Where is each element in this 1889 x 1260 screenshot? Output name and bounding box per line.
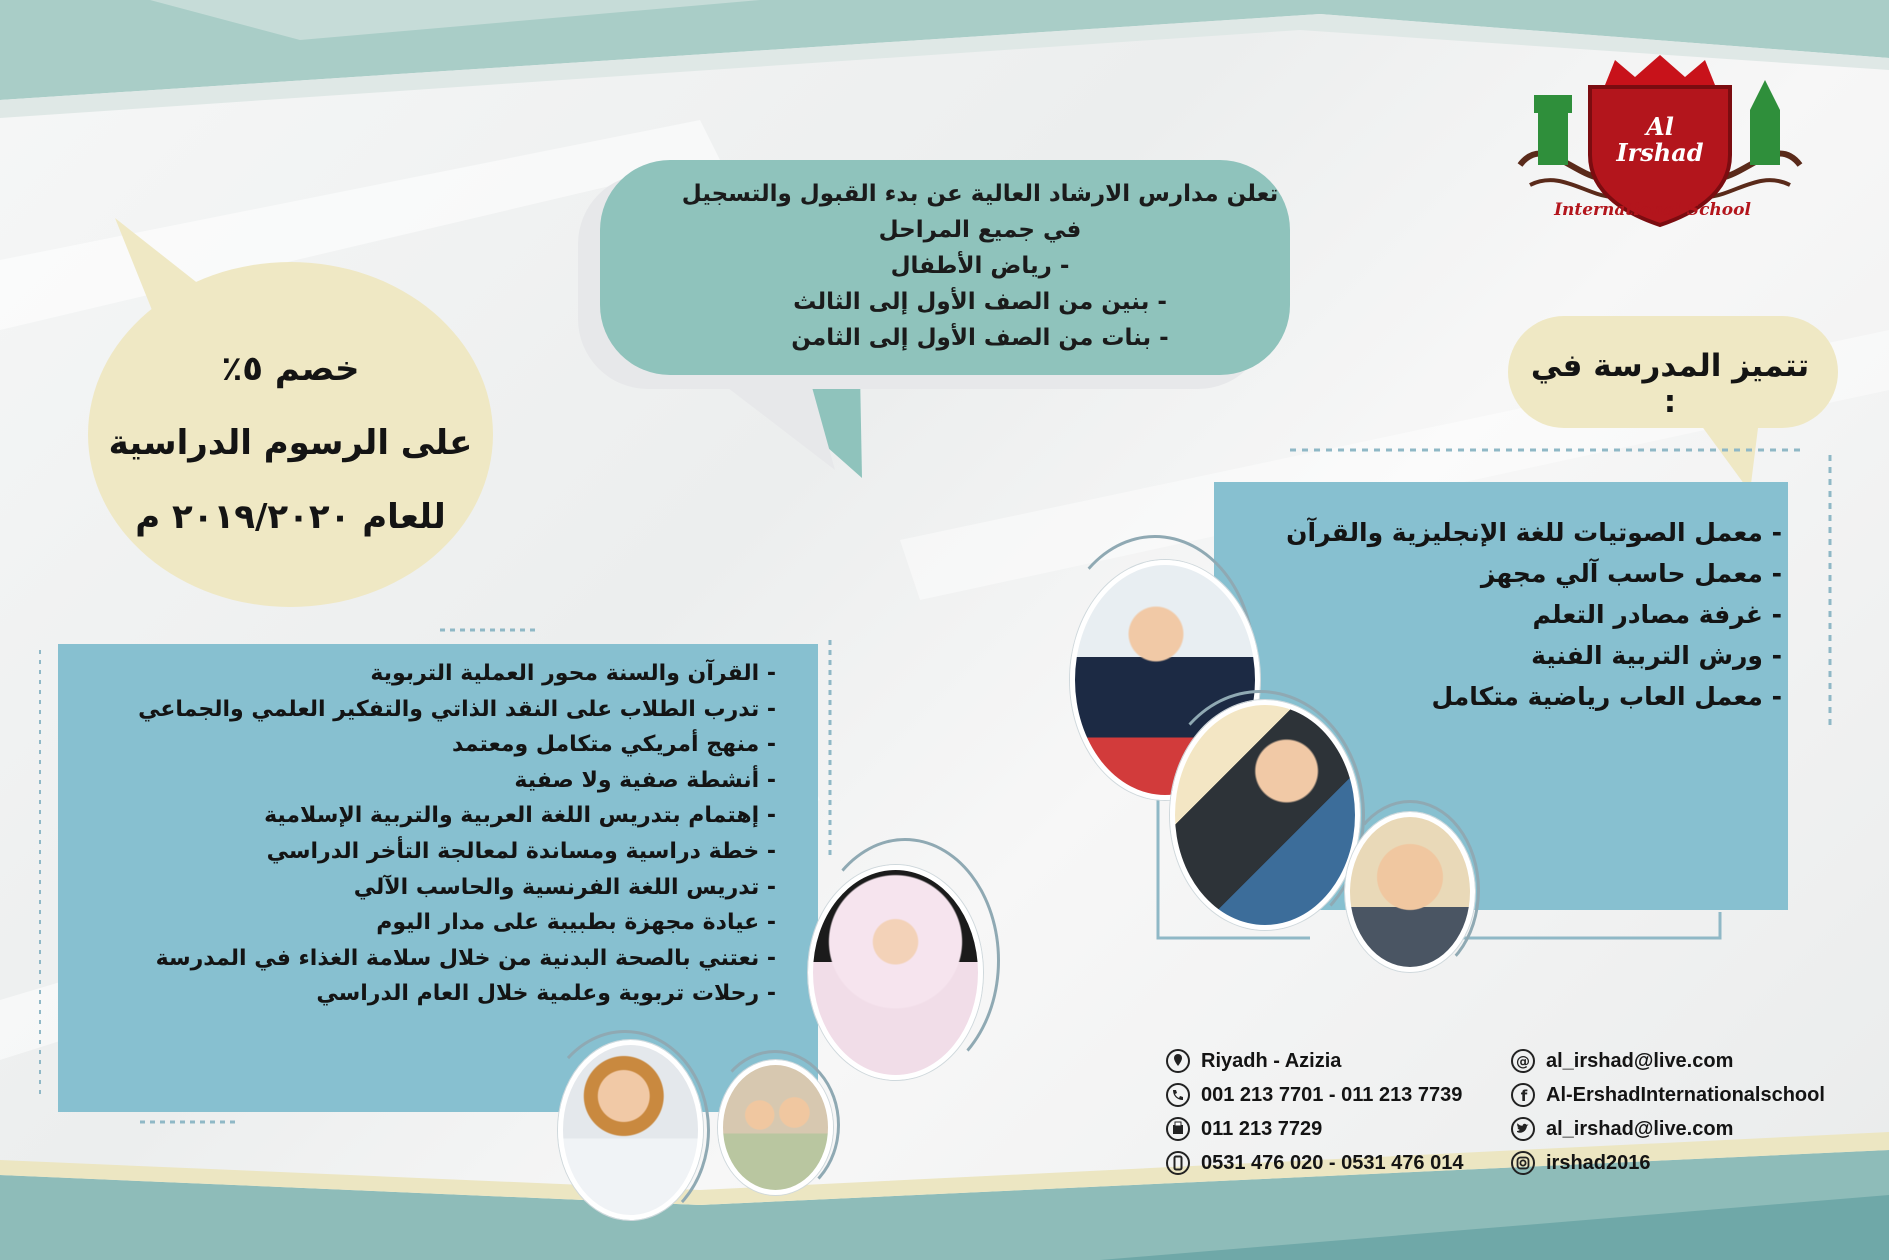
contact-location-text: Riyadh - Azizia [1201, 1049, 1342, 1072]
value-item: - خطة دراسية ومساندة لمعالجة التأخر الدراسي [266, 838, 776, 864]
value-item: - إهتمام بتدريس اللغة العربية والتربية الإسلامية [264, 803, 776, 829]
photo-girl-reading-quran [808, 865, 983, 1080]
contact-twitter[interactable] [1510, 1116, 1825, 1142]
contact-email[interactable] [1510, 1048, 1825, 1074]
contact-email-text: al_irshad@live.com [1546, 1049, 1734, 1072]
contact-twitter-text: al_irshad@live.com [1546, 1117, 1734, 1140]
discount-text [98, 332, 483, 554]
twitter-icon [1510, 1116, 1536, 1142]
at-sign-icon [1510, 1048, 1536, 1074]
photo-girls-group [718, 1060, 833, 1195]
value-item: - نعتني بالصحة البدنية من خلال سلامة الغذاء في المدرسة [155, 945, 776, 971]
photo-boy-drawing [558, 1040, 703, 1220]
logo-word-irshad: Irshad [1616, 138, 1704, 167]
feature-item: - معمل الصوتيات للغة الإنجليزية والقرآن [1286, 518, 1782, 547]
contact-location [1165, 1048, 1463, 1074]
contacts-left [1165, 1048, 1463, 1176]
announcement-line: في جميع المراحل [878, 217, 1082, 243]
announcement-line: - رياض الأطفال [890, 253, 1070, 279]
value-item: - رحلات تربوية وعلمية خلال العام الدراسي [316, 981, 776, 1007]
instagram-icon [1510, 1150, 1536, 1176]
contact-facebook-text: Al-ErshadInternationalschool [1546, 1083, 1825, 1106]
features-list [1222, 512, 1782, 717]
feature-item: - ورش التربية الفنية [1531, 641, 1782, 670]
value-item: - منهج أمريكي متكامل ومعتمد [452, 732, 776, 758]
svg-text:f: f [1520, 1087, 1528, 1105]
contact-instagram-text: irshad2016 [1546, 1151, 1651, 1174]
feature-item: - معمل حاسب آلي مجهز [1480, 559, 1782, 588]
value-item: - عيادة مجهزة بطبيبة على مدار اليوم [376, 910, 776, 936]
announcement-line: تعلن مدارس الارشاد العالية عن بدء القبول والتسجيل [681, 181, 1279, 207]
value-item: - تدرب الطلاب على النقد الذاتي والتفكير العلمي والجماعي [138, 696, 776, 722]
contact-facebook[interactable] [1510, 1082, 1825, 1108]
features-title: تتميز المدرسة في : [1530, 348, 1810, 420]
values-list [64, 656, 776, 1012]
discount-line: خصم ٥٪ [221, 349, 360, 389]
value-item: - القرآن والسنة محور العملية التربوية [370, 661, 776, 686]
contact-mobile-text: 0531 476 020 - 0531 476 014 [1201, 1151, 1464, 1174]
mobile-icon [1165, 1150, 1191, 1176]
photo-boy-laptop [1170, 700, 1360, 930]
logo-tagline: International School [1554, 200, 1751, 220]
contact-fax-text: 011 213 7729 [1201, 1117, 1323, 1140]
announcement-line: - بنين من الصف الأول إلى الثالث [793, 289, 1167, 315]
discount-line: للعام ٢٠١٩/٢٠٢٠ م [135, 497, 446, 537]
feature-item: - غرفة مصادر التعلم [1532, 600, 1782, 629]
announcement-line: - بنات من الصف الأول إلى الثامن [791, 325, 1169, 351]
facebook-icon [1510, 1082, 1536, 1108]
svg-text:@: @ [1516, 1054, 1530, 1070]
phone-icon [1165, 1082, 1191, 1108]
value-item: - أنشطة صفية ولا صفية [514, 767, 776, 793]
contacts-right [1510, 1048, 1825, 1176]
location-pin-icon [1165, 1048, 1191, 1074]
contact-fax [1165, 1116, 1463, 1142]
logo-word-al: Al [1646, 112, 1674, 141]
value-item: - تدريس اللغة الفرنسية والحاسب الآلي [353, 874, 776, 900]
announcement-text [680, 176, 1280, 356]
contact-instagram[interactable] [1510, 1150, 1825, 1176]
contact-phone [1165, 1082, 1463, 1108]
contact-mobile [1165, 1150, 1463, 1176]
photo-boy-glasses [1345, 812, 1475, 972]
feature-item: - معمل العاب رياضية متكامل [1431, 682, 1782, 711]
fax-icon [1165, 1116, 1191, 1142]
contact-phone-text: 001 213 7701 - 011 213 7739 [1201, 1083, 1463, 1106]
discount-line: على الرسوم الدراسية [108, 423, 473, 463]
